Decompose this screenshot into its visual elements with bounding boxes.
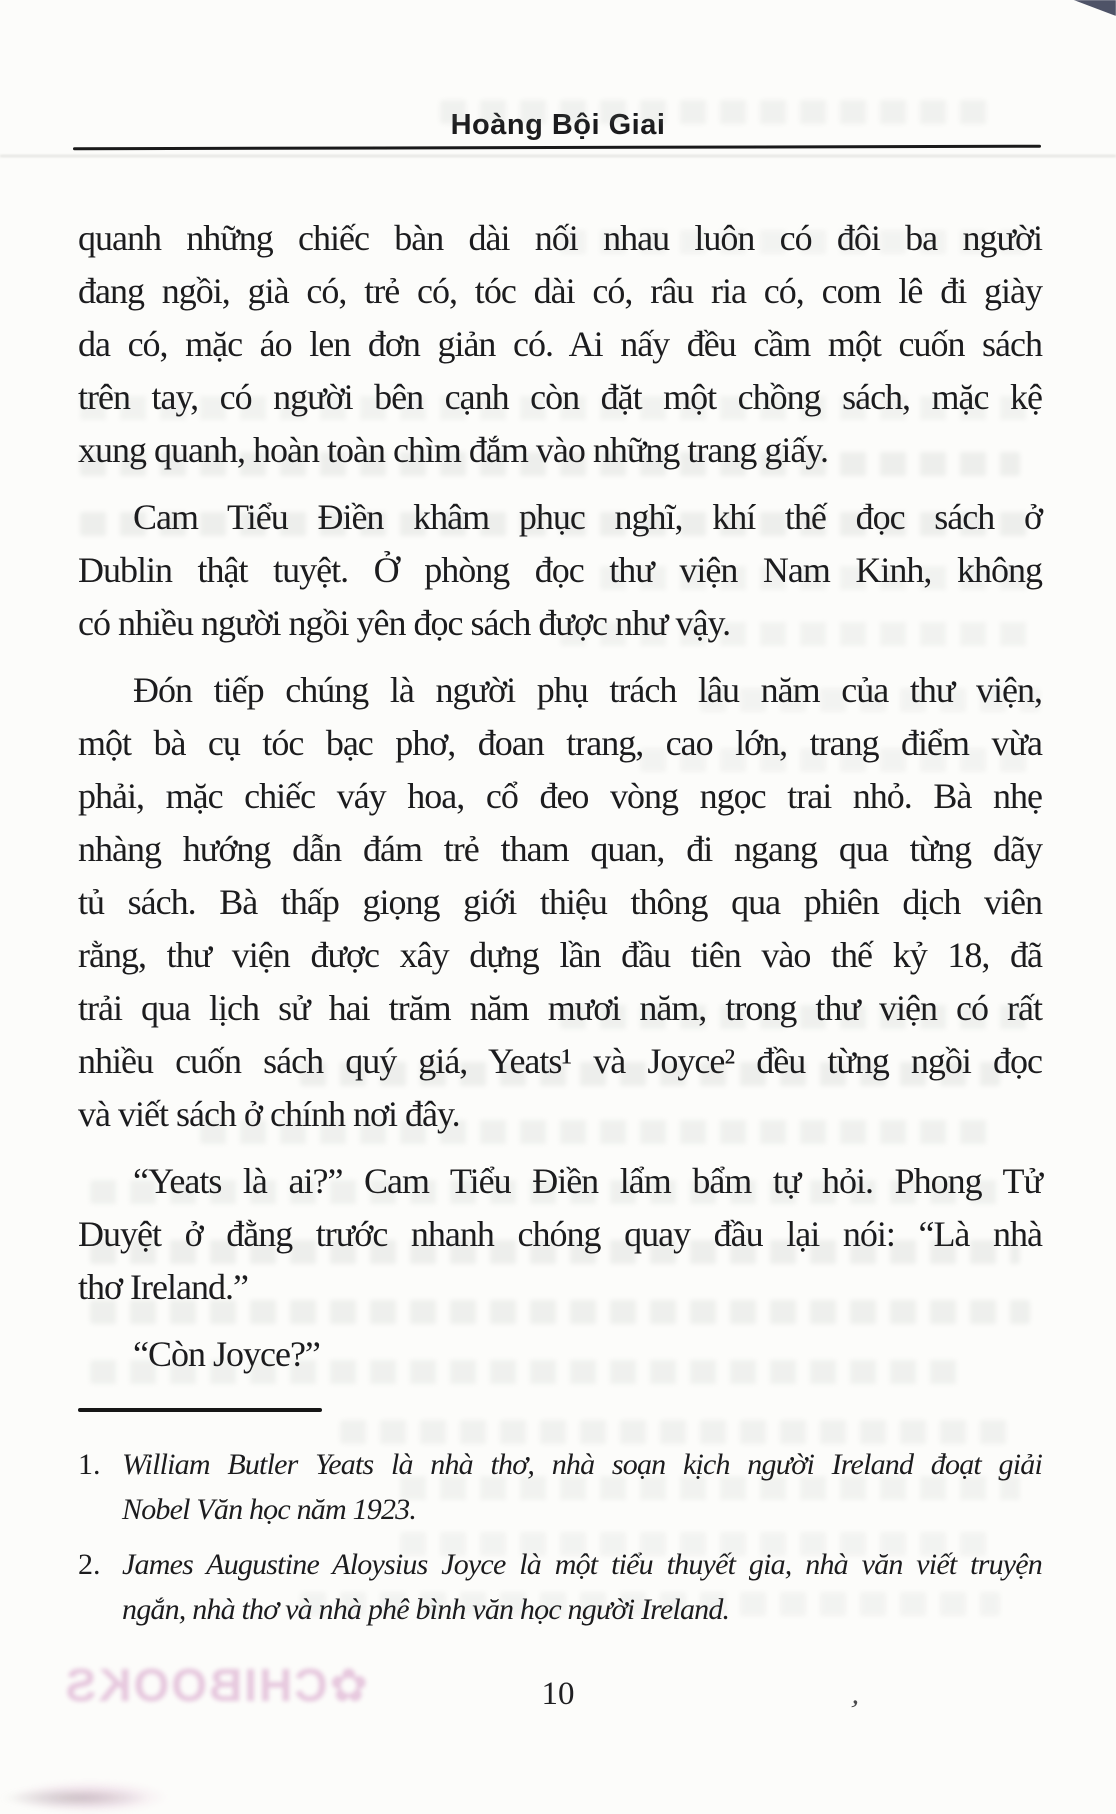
footnote-line: James Augustine Aloysius Joyce là một tiểu thuyết gia, nhà văn viết truyện (122, 1548, 1042, 1581)
body-line: Dublin thật tuyệt. Ở phòng đọc thư viện Nam Kinh, không (78, 550, 1042, 590)
body-line: Đón tiếp chúng là người phụ trách lâu năm của thư viện, (133, 670, 1042, 710)
bleed-through-ghost (340, 1420, 1020, 1444)
publisher-watermark: ✿CHIBOOKS (63, 1659, 368, 1711)
paragraph (78, 664, 1042, 1141)
body-line: có nhiều người ngồi yên đọc sách được như vậy. (78, 603, 731, 643)
paragraph (78, 1155, 1042, 1314)
footnotes (78, 1442, 1042, 1632)
page-number: 10 (541, 1676, 575, 1712)
body-line: Cam Tiểu Điền khâm phục nghĩ, khí thế đọc sách ở (133, 497, 1042, 537)
corner-fold (1070, 0, 1116, 16)
body-line: “Còn Joyce?” (133, 1334, 320, 1374)
header-rule (73, 145, 1041, 151)
footnote-line: William Butler Yeats là nhà thơ, nhà soạn kịch người Ireland đoạt giải (122, 1448, 1042, 1481)
footnote-line: Nobel Văn học năm 1923. (122, 1493, 417, 1526)
body-line: xung quanh, hoàn toàn chìm đắm vào những trang giấy. (78, 430, 829, 470)
footnote (78, 1442, 1042, 1532)
header-rule-echo (0, 155, 1116, 157)
body-line: da có, mặc áo len đơn giản có. Ai nấy đều cầm một cuốn sách (78, 324, 1042, 364)
body-line: nhàng hướng dẫn đám trẻ tham quan, đi ngang qua từng dãy (78, 829, 1042, 869)
paragraph (78, 1328, 1042, 1381)
body-line: phải, mặc chiếc váy hoa, cổ đeo vòng ngọc trai nhỏ. Bà nhẹ (78, 776, 1042, 816)
body-line: quanh những chiếc bàn dài nối nhau luôn có đôi ba người (78, 218, 1042, 258)
body-line: “Yeats là ai?” Cam Tiểu Điền lẩm bẩm tự hỏi. Phong Tử (133, 1161, 1042, 1201)
footnote-number: 1. (78, 1448, 101, 1481)
paragraph (78, 491, 1042, 650)
body-line: tủ sách. Bà thấp giọng giới thiệu thông qua phiên dịch viên (78, 882, 1042, 922)
footnote-separator (78, 1408, 322, 1412)
paragraph (78, 212, 1042, 477)
body-line: trên tay, có người bên cạnh còn đặt một chồng sách, mặc kệ (78, 377, 1042, 417)
body-line: Duyệt ở đằng trước nhanh chóng quay đầu lại nói: “Là nhà (78, 1214, 1042, 1254)
body-text (78, 212, 1042, 1381)
stray-ink-mark: ’ (844, 1693, 862, 1728)
body-line: nhiều cuốn sách quý giá, Yeats¹ và Joyce² đều từng ngồi đọc (78, 1041, 1042, 1081)
body-line: và viết sách ở chính nơi đây. (78, 1094, 460, 1134)
footnote-line: ngắn, nhà thơ và nhà phê bình văn học người Ireland. (122, 1593, 730, 1626)
body-line: rằng, thư viện được xây dựng lần đầu tiên vào thế kỷ 18, đã (78, 935, 1042, 975)
body-line: đang ngồi, già có, trẻ có, tóc dài có, râu ria có, com lê đi giày (78, 271, 1042, 311)
body-line: một bà cụ tóc bạc phơ, đoan trang, cao lớn, trang điểm vừa (78, 723, 1042, 763)
body-line: thơ Ireland.” (78, 1267, 248, 1307)
footnote-lines (122, 1442, 1042, 1532)
footnote (78, 1542, 1042, 1632)
page-header-author: Hoàng Bội Giai (450, 109, 666, 141)
scan-smudge (0, 1788, 150, 1808)
footnote-number: 2. (78, 1548, 101, 1581)
body-line: trải qua lịch sử hai trăm năm mươi năm, trong thư viện có rất (78, 988, 1042, 1028)
footnote-lines (122, 1542, 1042, 1632)
